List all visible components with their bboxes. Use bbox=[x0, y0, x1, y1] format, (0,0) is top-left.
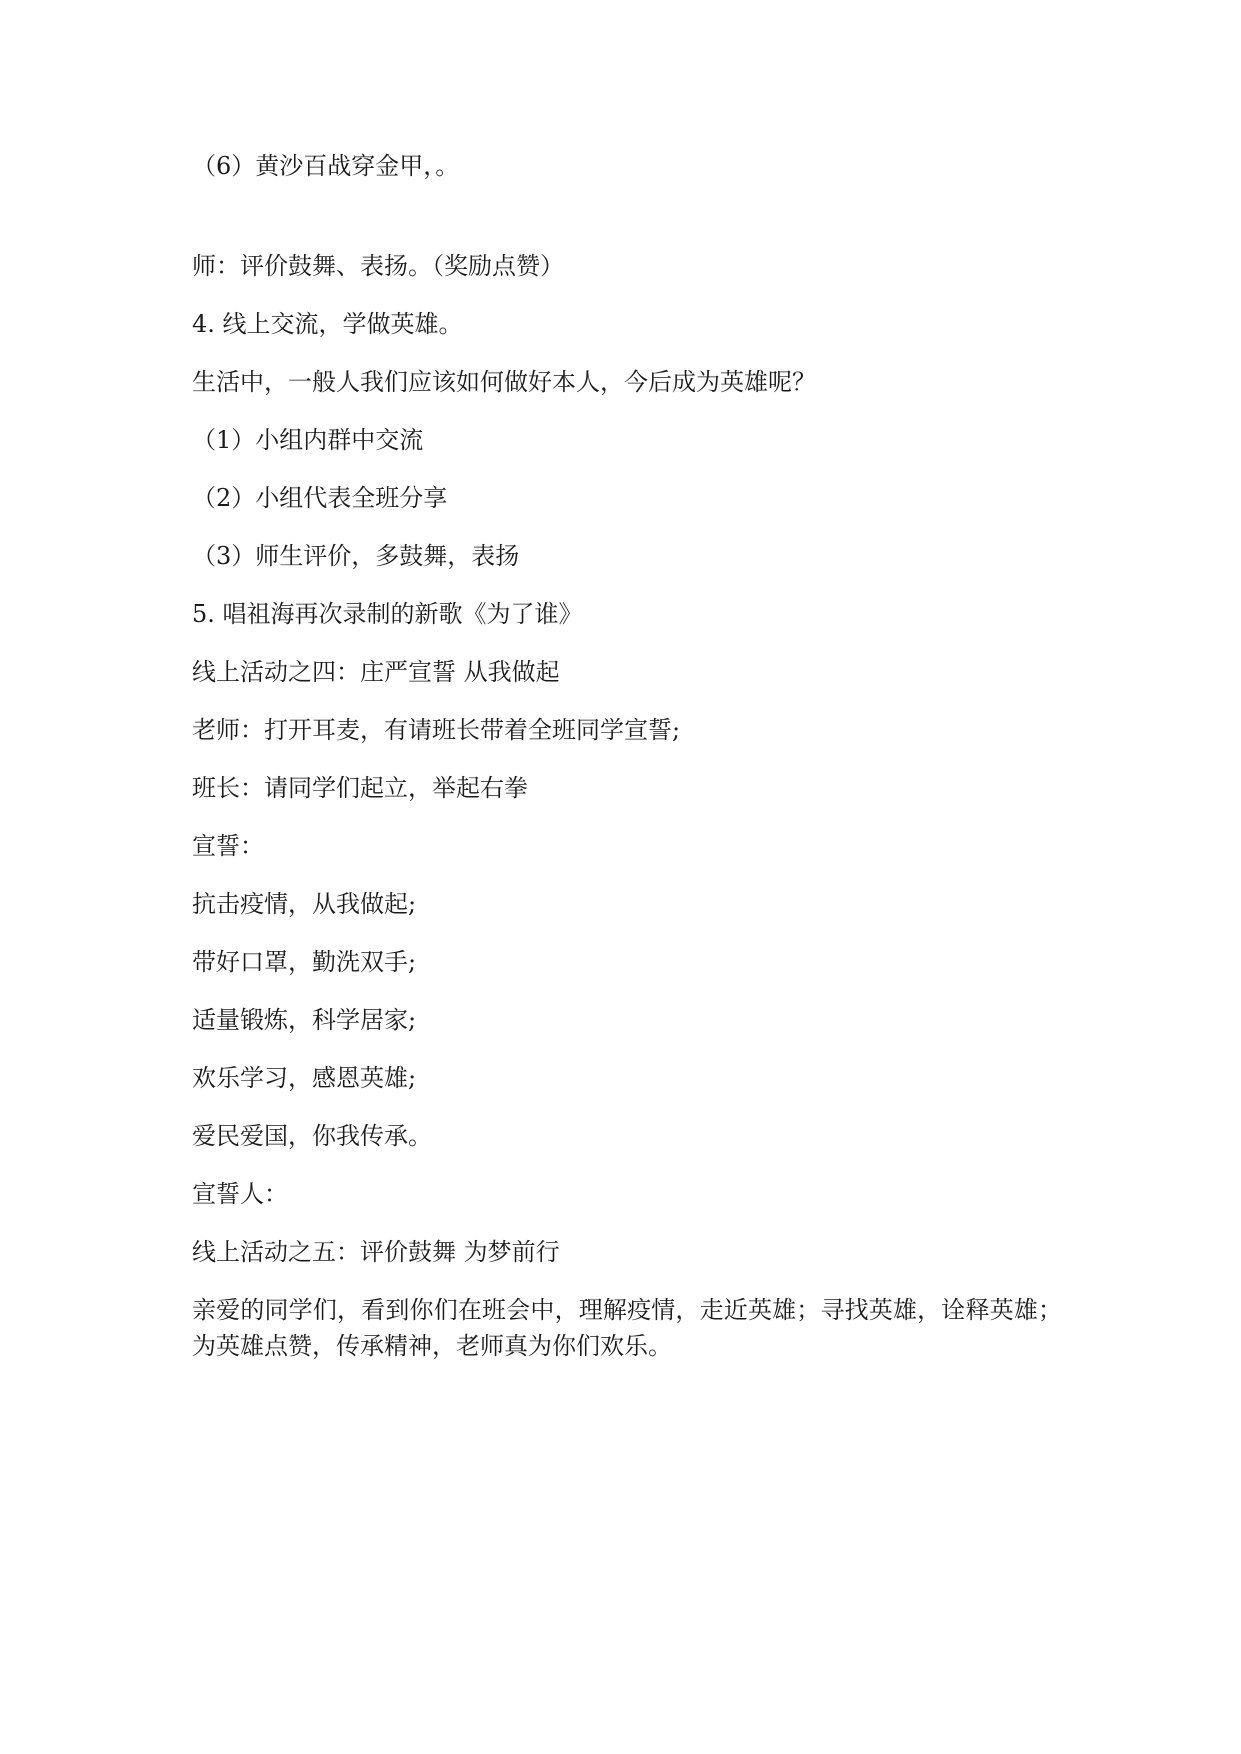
text-line: 师：评价鼓舞、表扬。（奖励点赞） bbox=[192, 252, 564, 280]
text-line: 5. 唱祖海再次录制的新歌《为了谁》 bbox=[192, 600, 583, 628]
section-heading: 线上活动之四：庄严宣誓 从我做起 bbox=[192, 658, 560, 686]
closing-paragraph: 亲爱的同学们，看到你们在班会中，理解疫情，走近英雄；寻找英雄，诠释英雄；为英雄点赞，传承精神，老师真为你们欢乐。 bbox=[192, 1296, 1062, 1360]
text-line: （1）小组内群中交流 bbox=[192, 426, 424, 454]
text-line: 老师：打开耳麦，有请班长带着全班同学宣誓; bbox=[192, 716, 681, 744]
text-line: 班长：请同学们起立，举起右拳 bbox=[192, 774, 528, 802]
text-line: （3）师生评价，多鼓舞，表扬 bbox=[192, 542, 520, 570]
oath-line: 带好口罩，勤洗双手; bbox=[192, 948, 417, 976]
oath-line: 欢乐学习，感恩英雄; bbox=[192, 1064, 417, 1092]
section-heading: 线上活动之五：评价鼓舞 为梦前行 bbox=[192, 1238, 560, 1266]
text-line: （2）小组代表全班分享 bbox=[192, 484, 448, 512]
text-line: 宣誓人： bbox=[192, 1180, 288, 1208]
text-line: 宣誓： bbox=[192, 832, 264, 860]
text-line: 生活中，一般人我们应该如何做好本人，今后成为英雄呢？ bbox=[192, 368, 816, 396]
oath-line: 适量锻炼，科学居家; bbox=[192, 1006, 417, 1034]
oath-line: 爱民爱国，你我传承。 bbox=[192, 1122, 432, 1150]
oath-line: 抗击疫情，从我做起; bbox=[192, 890, 417, 918]
text-line: （6）黄沙百战穿金甲，。 bbox=[192, 152, 460, 180]
text-line: 4. 线上交流，学做英雄。 bbox=[192, 310, 463, 338]
